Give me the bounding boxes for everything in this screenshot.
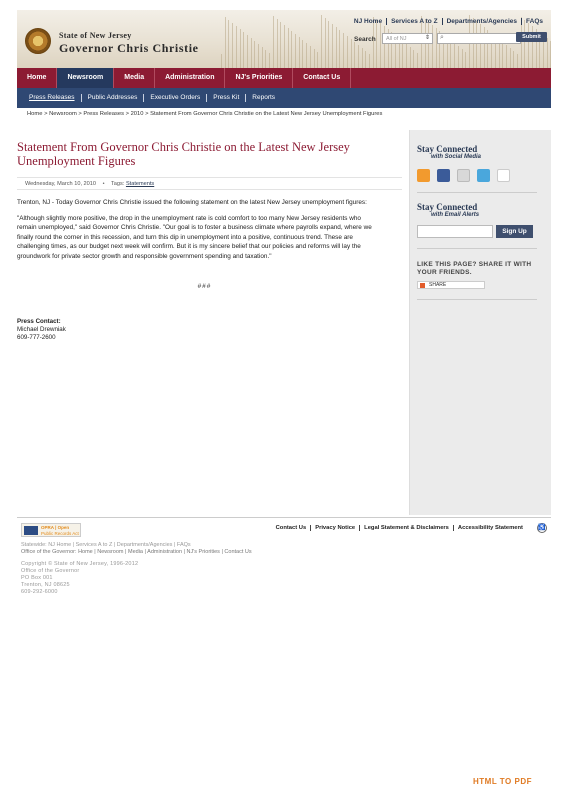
- grass-stroke: [262, 47, 263, 68]
- search-input[interactable]: [437, 33, 521, 44]
- phone-line: 609-292-6000: [21, 589, 58, 595]
- address-line: Office of the Governor: [21, 568, 80, 574]
- youtube-icon[interactable]: [457, 169, 470, 182]
- grass-stroke: [332, 24, 333, 68]
- util-link-departments[interactable]: Departments/Agencies: [442, 18, 521, 25]
- grass-stroke: [347, 36, 348, 68]
- grass-stroke: [432, 25, 433, 68]
- grass-stroke: [269, 53, 270, 68]
- email-field[interactable]: [417, 225, 493, 238]
- util-link-faqs[interactable]: FAQs: [521, 18, 547, 25]
- share-heading: LIKE THIS PAGE? SHARE IT WITH YOUR FRIENDS.: [417, 261, 532, 276]
- bullet-icon: •: [102, 181, 105, 187]
- press-contact-phone: 609-777-2600: [17, 334, 56, 341]
- grass-stroke: [450, 40, 451, 68]
- grass-stroke: [221, 54, 222, 68]
- grass-stroke: [273, 16, 274, 68]
- grass-stroke: [362, 48, 363, 68]
- subnav-public-addresses[interactable]: Public Addresses: [82, 94, 145, 102]
- search-label: Search: [354, 36, 376, 43]
- social-panel: [417, 144, 541, 193]
- grass-stroke: [288, 28, 289, 68]
- grass-stroke: [402, 41, 403, 68]
- article: [17, 140, 409, 342]
- grass-stroke: [310, 46, 311, 68]
- nav-contact[interactable]: Contact Us: [293, 68, 351, 88]
- search-submit-button[interactable]: Submit: [516, 32, 547, 42]
- address-line: Trenton, NJ 08625: [21, 582, 70, 588]
- grass-stroke: [510, 48, 511, 68]
- grass-stroke: [336, 27, 337, 68]
- grass-stroke: [550, 41, 551, 68]
- article-paragraph: "Although slightly more positive, the drop in the unemployment rate is cold comfort to too many New Jersey residents who remain unemployed," said Governor Chris Christie. "Our goal is to foster a business climate where payrolls expand, where we finally round the corner in this recession, and turn this dip in unemployment into a positive, continuous trend. These are challenging times, as our budget next week will confirm. But it is my sincere belief that our policies and reforms will lay the groundwork for private sector growth and responsible government spending and taxation.": [17, 214, 372, 260]
- grass-stroke: [454, 43, 455, 68]
- breadcrumb[interactable]: Home > Newsroom > Press Releases > 2010 > Statement From Governor Chris Christie on the Latest New Jersey Unemployment Figures: [27, 111, 383, 117]
- tag-link[interactable]: Statements: [125, 181, 155, 187]
- grass-stroke: [236, 26, 237, 68]
- site-header: [17, 10, 551, 68]
- share-panel: [417, 261, 541, 300]
- grass-stroke: [547, 38, 548, 68]
- grass-stroke: [254, 41, 255, 68]
- grass-stroke: [240, 29, 241, 68]
- share-button[interactable]: [417, 281, 485, 289]
- footer-copyright: [21, 561, 138, 596]
- grass-stroke: [328, 21, 329, 68]
- select-arrows-icon: ⇕: [424, 35, 430, 41]
- grass-stroke: [369, 54, 370, 68]
- end-mark: ###: [197, 283, 212, 290]
- sub-nav: [17, 88, 551, 108]
- social-heading: Stay Connected: [417, 144, 478, 154]
- grass-stroke: [351, 39, 352, 68]
- social-subheading: with Social Media: [431, 154, 482, 160]
- grass-stroke: [365, 51, 366, 68]
- article-body: [17, 198, 379, 261]
- grass-stroke: [321, 15, 322, 68]
- grass-stroke: [410, 47, 411, 68]
- share-icon: [420, 283, 425, 288]
- site-footer: [17, 517, 551, 595]
- grass-stroke: [317, 52, 318, 68]
- grass-stroke: [280, 22, 281, 68]
- grass-stroke: [480, 24, 481, 68]
- grass-stroke: [462, 49, 463, 68]
- nav-home[interactable]: Home: [17, 68, 57, 88]
- grass-stroke: [465, 52, 466, 68]
- subnav-press-kit[interactable]: Press Kit: [207, 94, 246, 102]
- email-heading: Stay Connected: [417, 202, 478, 212]
- article-meta: [17, 177, 402, 190]
- sidebar-divider: [417, 192, 537, 193]
- grass-stroke: [343, 33, 344, 68]
- opra-mark-icon: [24, 526, 38, 535]
- footer-link-legal[interactable]: Legal Statement & Disclaimers: [359, 525, 453, 531]
- signup-button[interactable]: Sign Up: [496, 225, 533, 238]
- grass-stroke: [406, 44, 407, 68]
- grass-stroke: [284, 25, 285, 68]
- grass-stroke: [302, 40, 303, 68]
- grass-stroke: [502, 42, 503, 68]
- accessibility-icon[interactable]: ♿: [538, 525, 546, 531]
- grass-stroke: [232, 23, 233, 68]
- footer-link-contact[interactable]: Contact Us: [275, 525, 307, 531]
- sidebar-divider: [417, 299, 537, 300]
- grass-stroke: [417, 53, 418, 68]
- grass-stroke: [428, 22, 429, 68]
- opra-title: OPRA | Open: [41, 525, 70, 530]
- copyright-line: Copyright © State of New Jersey, 1996-2012: [21, 561, 139, 567]
- utility-links: [350, 18, 547, 25]
- util-link-nj-home[interactable]: NJ Home: [353, 18, 383, 25]
- grass-stroke: [476, 21, 477, 68]
- grass-stroke: [513, 51, 514, 68]
- search-scope-select[interactable]: [382, 33, 433, 44]
- rss-icon[interactable]: [417, 169, 430, 182]
- press-contact-name: Michael Drewniak: [17, 326, 66, 333]
- grass-stroke: [291, 31, 292, 68]
- grass-stroke: [358, 45, 359, 68]
- footer-office-links[interactable]: Office of the Governor: Home | Newsroom | Media | Administration | NJ's Priorities | Contact Us: [21, 549, 252, 555]
- grass-stroke: [243, 32, 244, 68]
- html-to-pdf-watermark: HTML TO PDF: [473, 777, 532, 786]
- grass-stroke: [458, 46, 459, 68]
- grass-stroke: [528, 23, 529, 68]
- subnav-executive-orders[interactable]: Executive Orders: [144, 94, 207, 102]
- search-scope-value: All of NJ: [386, 36, 407, 42]
- grass-stroke: [339, 30, 340, 68]
- grass-stroke: [225, 17, 226, 68]
- footer-link-privacy[interactable]: Privacy Notice: [310, 525, 359, 531]
- flickr-icon[interactable]: [497, 169, 510, 182]
- twitter-icon[interactable]: [477, 169, 490, 182]
- sidebar-divider: [417, 248, 537, 249]
- email-panel: [417, 202, 541, 249]
- nav-newsroom[interactable]: Newsroom: [57, 68, 114, 88]
- nav-priorities[interactable]: NJ's Priorities: [225, 68, 293, 88]
- email-subheading: with Email Alerts: [431, 212, 480, 218]
- grass-stroke: [228, 20, 229, 68]
- article-paragraph: Trenton, NJ - Today Governor Chris Christie issued the following statement on the latest New Jersey unemployment figures:: [17, 199, 367, 206]
- social-icons: [417, 169, 541, 182]
- subnav-press-releases[interactable]: Press Releases: [23, 94, 82, 102]
- article-date: Wednesday, March 10, 2010: [25, 181, 97, 187]
- grass-stroke: [314, 49, 315, 68]
- footer-links: [272, 525, 527, 531]
- grass-stroke: [524, 20, 525, 68]
- grass-stroke: [277, 19, 278, 68]
- facebook-icon[interactable]: [437, 169, 450, 182]
- grass-stroke: [517, 54, 518, 68]
- main-nav: [17, 68, 551, 88]
- sidebar: [409, 130, 551, 515]
- grass-stroke: [413, 50, 414, 68]
- press-contact-label: Press Contact:: [17, 318, 61, 325]
- grass-stroke: [376, 20, 377, 68]
- address-line: PO Box 001: [21, 575, 53, 581]
- grass-stroke: [506, 45, 507, 68]
- grass-stroke: [251, 38, 252, 68]
- util-link-services[interactable]: Services A to Z: [386, 18, 441, 25]
- article-title: Statement From Governor Chris Christie on the Latest New Jersey Unemployment Figures: [17, 140, 350, 168]
- footer-link-accessibility[interactable]: Accessibility Statement: [453, 525, 527, 531]
- grass-stroke: [306, 43, 307, 68]
- grass-stroke: [247, 35, 248, 68]
- email-signup-row: [417, 225, 541, 238]
- tags-label: Tags:: [111, 181, 125, 187]
- grass-stroke: [380, 23, 381, 68]
- grass-stroke: [265, 50, 266, 68]
- nj-seal-logo[interactable]: [25, 28, 51, 54]
- share-label: SHARE: [429, 282, 447, 288]
- footer-statewide-links[interactable]: Statewide: NJ Home | Services A to Z | Departments/Agencies | FAQs: [21, 542, 191, 548]
- page: [17, 10, 551, 595]
- nav-media[interactable]: Media: [114, 68, 155, 88]
- grass-stroke: [258, 44, 259, 68]
- subnav-reports[interactable]: Reports: [252, 94, 276, 101]
- press-contact: [17, 318, 409, 342]
- opra-subtitle: Public Records Act: [41, 531, 79, 536]
- governor-name[interactable]: Governor Chris Christie: [59, 41, 199, 55]
- nav-administration[interactable]: Administration: [155, 68, 225, 88]
- grass-stroke: [354, 42, 355, 68]
- opra-logo[interactable]: [21, 523, 81, 537]
- search-icon: ⌕: [440, 34, 444, 41]
- grass-stroke: [299, 37, 300, 68]
- grass-stroke: [325, 18, 326, 68]
- grass-stroke: [295, 34, 296, 68]
- footer-sitelinks: [21, 542, 252, 556]
- state-name: State of New Jersey: [59, 31, 132, 40]
